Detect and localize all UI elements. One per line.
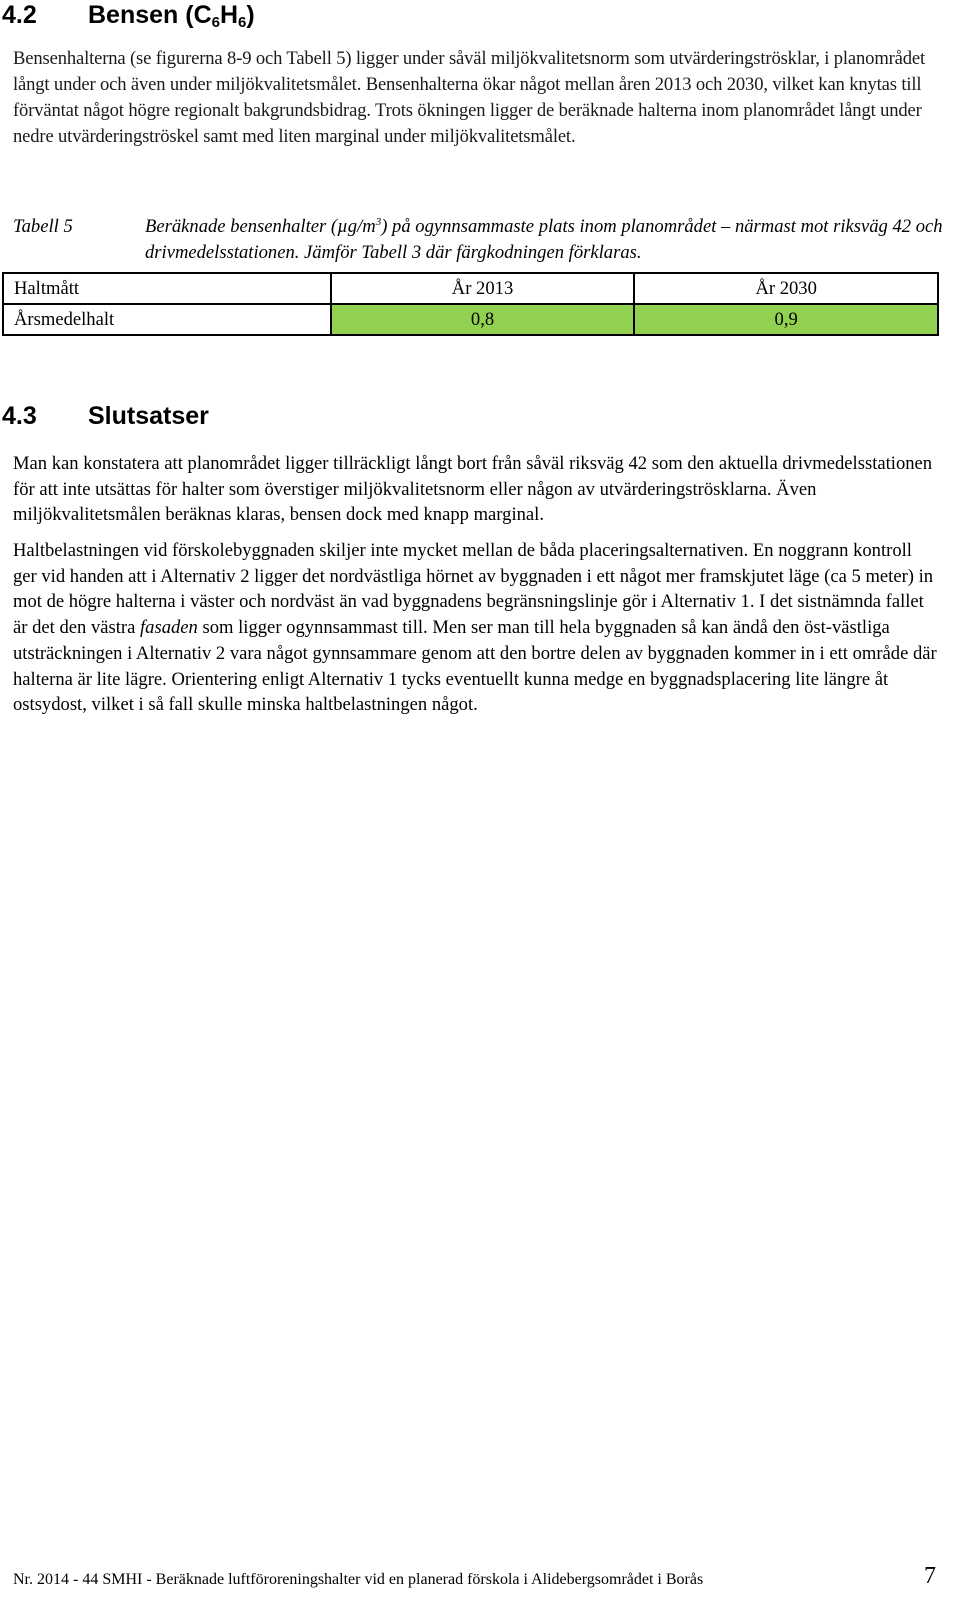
conclusion-paragraph-1: Man kan konstatera att planområdet ligger tillräckligt långt bort från såväl riksväg 42 som den aktuella drivmedelsstationen för att inte utsättas för halter som överstiger miljökvalitetsnorm eller någon av utvärderingströsklarna. Även miljökvalitetsmålen beräknas klaras, bensen dock med knapp marginal. bbox=[13, 453, 933, 526]
section-title: Slutsatser bbox=[88, 402, 209, 430]
subscript-carbon: 6 bbox=[211, 14, 220, 31]
subscript-hydrogen: 6 bbox=[238, 14, 247, 31]
section-title-mid: H bbox=[219, 1, 239, 29]
table-header-row bbox=[3, 273, 938, 304]
table-caption-label: Tabell 5 bbox=[13, 216, 73, 237]
caption-text-after: ) på ogynnsammaste plats inom planområdet – närmast mot riksväg 42 och drivmedelsstationen. Jämför Tabell 3 där färgkodningen förklaras. bbox=[145, 216, 943, 263]
value-cell-2013: 0,8 bbox=[331, 304, 635, 335]
table-row bbox=[3, 304, 938, 335]
section-title-prefix: Bensen (C bbox=[88, 1, 212, 29]
section-heading-bensen bbox=[2, 0, 255, 30]
table-caption-text bbox=[145, 214, 945, 266]
benzene-table bbox=[2, 272, 939, 336]
caption-superscript: 3 bbox=[375, 215, 382, 228]
section-title-suffix: ) bbox=[246, 1, 255, 29]
header-cell: År 2030 bbox=[634, 273, 938, 304]
paragraph-text: Haltbelastningen vid förskolebyggnaden skiljer inte mycket mellan de båda placeringsalternativen. En noggrann kontroll ger vid handen att i Alternativ 2 ligger det nordvästliga hörnet av byggnaden i ett något mer framskjutet läge (ca 5 meter) in mot de högre halterna i väster och nordväst än vad byggnadens begränsningslinje gör i Alternativ 1. I det sistnämnda fallet är det den västra bbox=[13, 540, 934, 639]
row-label-cell: Årsmedelhalt bbox=[3, 304, 331, 335]
section-number: 4.2 bbox=[2, 1, 37, 29]
page-number: 7 bbox=[924, 1563, 936, 1589]
section-number: 4.3 bbox=[2, 402, 37, 430]
section-heading-slutsatser bbox=[2, 401, 209, 431]
value-cell-2030: 0,9 bbox=[634, 304, 938, 335]
header-cell: Haltmått bbox=[3, 273, 331, 304]
page-footer: Nr. 2014 - 44 SMHI - Beräknade luftföroreningshalter vid en planerad förskola i Alidebergsområdet i Borås bbox=[13, 1571, 704, 1588]
paragraph-text: som ligger ogynnsammast till. Men ser man till hela byggnaden så kan ändå den öst-västliga utsträckningen i Alternativ 2 vara något gynnsammare genom att den bortre delen av byggnaden kommer in i ett område där halterna är lite lägre. Orientering enligt Alternativ 1 tycks eventuellt kunna medge en byggnadsplacering lite längre åt ostsydost, vilket i så fall skulle minska haltbelastningen något. bbox=[13, 617, 937, 716]
header-cell: År 2013 bbox=[331, 273, 635, 304]
paragraph-italic-word: fasaden bbox=[140, 617, 198, 639]
intro-paragraph: Bensenhalterna (se figurerna 8-9 och Tabell 5) ligger under såväl miljökvalitetsnorm som utvärderingströsklar, i planområdet långt under och även under miljökvalitetsmålet. Bensenhalterna ökar något mellan åren 2013 och 2030, vilket kan knytas till förväntat något högre regionalt bakgrundsbidrag. Trots ökningen ligger de beräknade halterna inom planområdet långt under nedre utvärderingströskel samt med liten marginal under miljökvalitetsmålet. bbox=[13, 48, 926, 147]
caption-text-before: Beräknade bensenhalter (µg/m bbox=[145, 216, 376, 237]
conclusion-paragraph-2 bbox=[13, 538, 938, 718]
